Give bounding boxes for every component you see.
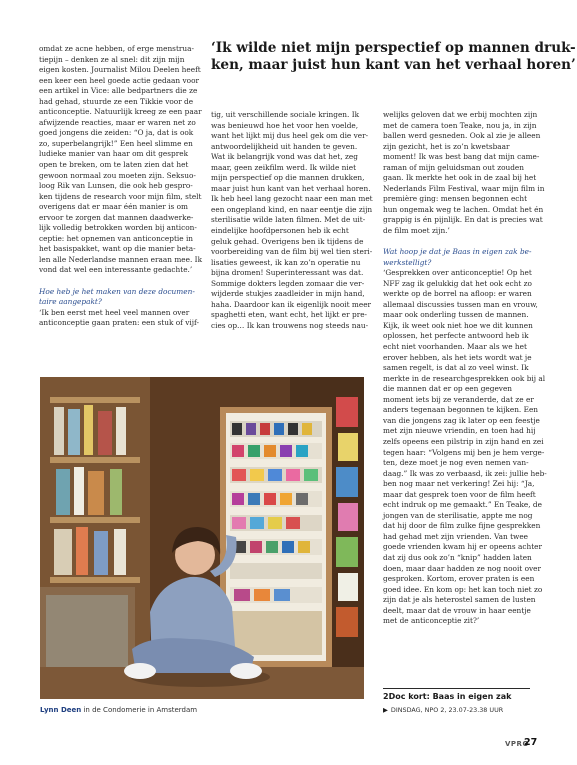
body-line: ken tijdens de research voor mijn film, stelt <box>39 191 202 201</box>
body-line: geluk gehad. Overigens ben ik tijdens de <box>211 236 364 246</box>
body-line: ludieke manier van haar om dit gesprek <box>39 149 189 159</box>
body-line: ben nog maar net verkering! Zei hij: “Ja, <box>383 479 535 489</box>
body-line: grappig is én pijnlijk. En dat is precies wat <box>383 215 543 225</box>
body-line: sterilisatie wilde laten filmen. Met de uit- <box>211 215 366 225</box>
body-line <box>383 237 553 248</box>
body-line: een ongepland kind, en naar eentje die zijn <box>211 204 373 214</box>
body-line: deelt, maar dat de vrouw in haar eentje <box>383 605 531 615</box>
info-box-title: 2Doc kort: Baas in eigen zak <box>383 692 512 701</box>
body-line: maar ook onderling tussen de mannen. <box>383 310 529 320</box>
body-line: gaan. Ik merkte het ook in de zaal bij het <box>383 173 537 183</box>
body-line: vond dat wel een interessante gedachte.’ <box>39 265 193 275</box>
body-line: wijderde stukjes zaadleider in mijn hand, <box>211 289 365 299</box>
body-line: ervoor te zorgen dat mannen daadwerke- <box>39 212 194 222</box>
body-line: overigens dat er maar één manier is om <box>39 202 188 212</box>
body-line: daag.” Ik was zo verbaasd, ik zei: jullie heb- <box>383 468 547 478</box>
photo-illustration <box>40 377 364 699</box>
body-line: loog Rik van Lunsen, die ook heb gespro- <box>39 181 193 191</box>
body-line: ten, deze moet je nog even nemen van- <box>383 458 529 468</box>
body-line: jongen van de sterilisatie, appte me nog <box>383 510 533 520</box>
article-column-2 <box>211 110 379 331</box>
body-line: was benieuwd hoe het voor hen voelde, <box>211 120 359 130</box>
body-line: tig, uit verschillende sociale kringen. Ik <box>211 110 360 119</box>
body-line: ‘Ik ben eerst met heel veel mannen over <box>39 307 190 317</box>
body-line: ballen werd gesneden. Ook al zie je alleen <box>383 131 541 141</box>
body-line: spaghetti eten, want echt, het lijkt er pre- <box>211 310 368 320</box>
body-line: goede vrienden kwam hij er opeens achter <box>383 542 543 552</box>
question-line: werkstelligt? <box>383 257 432 267</box>
pull-quote-line-2: ken, maar juist hun kant van het verhaal horen’ <box>211 56 576 73</box>
body-line: goed jongens die zeiden: “O ja, dat is ook <box>39 128 194 138</box>
body-line: len alle Nederlandse mannen eraan mee. Ik <box>39 254 203 264</box>
pull-quote <box>211 40 576 73</box>
body-line: mijn perspectief op die mannen drukken, <box>211 173 365 183</box>
body-line: zelfs opeens een pilstrip in zijn hand en zei <box>383 436 544 446</box>
body-line: maar dat gesprek toen voor de film heeft <box>383 489 536 499</box>
body-line: open te breken, om te laten zien dat het <box>39 160 189 170</box>
body-line: ‘Gesprekken over anticonceptie! Op het <box>383 268 532 278</box>
body-line: erover hebben, als het iets wordt wat je <box>383 352 532 362</box>
play-triangle-icon: ▶ <box>383 706 388 714</box>
page-number: 27 <box>524 737 538 748</box>
body-line <box>39 276 209 287</box>
body-line: met de camera toen Teake, nou ja, in zijn <box>383 120 537 130</box>
body-line: moment! Ik was best bang dat mijn came- <box>383 152 540 162</box>
body-line: een keer een heel goede actie gedaan voor <box>39 75 199 85</box>
body-line: eigen kosten. Journalist Milou Deelen heeft <box>39 65 201 75</box>
body-line: echt indruk op me gemaakt.” En Teake, de <box>383 500 542 510</box>
body-line: afwijzende reacties, maar er waren net zo <box>39 117 196 127</box>
body-line: goed idee. En kom op: het kan toch niet zo <box>383 584 543 594</box>
article-column-3 <box>383 110 553 627</box>
photo-caption <box>40 706 197 714</box>
body-line: lijk volledig betrokken worden bij anticon- <box>39 223 197 233</box>
body-line: voorbereiding van de film bij wel tien steri- <box>211 247 373 257</box>
body-line: allemaal discussies tussen man en vrouw, <box>383 299 538 309</box>
body-line: gewoon normaal zou moeten zijn. Seksuo- <box>39 170 196 180</box>
body-line: Sommige dokters legden zomaar die ver- <box>211 278 365 288</box>
photo-condom-shop <box>40 377 364 699</box>
body-line: had gehad met zijn vrienden. Van twee <box>383 531 529 541</box>
info-box-schedule <box>383 706 503 714</box>
body-line: antwoordelijkheid uit handen te geven. <box>211 141 358 151</box>
body-line: maar, geen zeikfilm werd. Ik wilde niet <box>211 162 357 172</box>
body-line: lisaties geweest, ik kan zo’n operatie nu <box>211 257 361 267</box>
body-line: dat zij dus ook zo’n “knip” hadden laten <box>383 552 532 562</box>
body-line: want het lijkt mij dus heel gek om die ver- <box>211 131 369 141</box>
body-line: bijna dromen! Superinteressant was dat. <box>211 268 364 278</box>
footer-logo: VPRO <box>505 740 529 748</box>
body-line: Wat ik belangrijk vond was dat het, zeg <box>211 152 358 162</box>
body-line: zijn gezicht, het is zo’n kwetsbaar <box>383 141 510 151</box>
body-line: oplossen, het perfecte antwoord heb ik <box>383 331 529 341</box>
article-column-1 <box>39 44 209 329</box>
caption-text: in de Condomerie in Amsterdam <box>81 706 198 714</box>
question-line: Wat hoop je dat je Baas in eigen zak be- <box>383 247 532 257</box>
body-line: hun ongemak weg te lachen. Omdat het én <box>383 204 544 214</box>
body-line: een artikel in Vice: alle bedpartners die ze <box>39 86 198 96</box>
body-line: echt niet voorhanden. Maar als we het <box>383 342 527 352</box>
body-line: dat hij door de film zulke fijne gesprekken <box>383 521 541 531</box>
question-line: Hoe heb je het maken van deze documen- <box>39 286 195 296</box>
body-line: Kijk, ik weet ook niet hoe we dit kunnen <box>383 320 533 330</box>
body-line: eindelijke hoofdpersonen heb ik echt <box>211 226 349 236</box>
body-line: zijn dat je als heterostel samen de lusten <box>383 595 536 605</box>
body-line: anders tegenaan begonnen te kijken. Een <box>383 405 539 415</box>
question-line: taire aangepakt? <box>39 297 102 307</box>
body-line: anticonceptie gaan praten: een stuk of vijf- <box>39 318 199 328</box>
body-line: met zijn nieuwe vriendin, en toen had hij <box>383 426 536 436</box>
body-line: gesproken. Kortom, erover praten is een <box>383 574 535 584</box>
body-line: van die jongens zag ik later op een feestje <box>383 415 540 425</box>
body-line: welijks geloven dat we erbij mochten zijn <box>383 110 538 119</box>
body-line: die mannen dat er op een gegeven <box>383 384 513 394</box>
body-line: NFF zag ik gelukkig dat het ook echt zo <box>383 278 532 288</box>
body-line: Ik heb heel lang gezocht naar een man met <box>211 194 373 204</box>
body-line: het basispakket, want op die manier beta- <box>39 244 196 254</box>
body-line: zo, superbelangrijk!” Een heel slimme en <box>39 138 193 148</box>
body-line: maar juist hun kant van het verhaal horen. <box>211 183 371 193</box>
body-line: werkte op de borrel na afloop: er waren <box>383 289 532 299</box>
body-line: tiepijn – denken ze al snel: dit zijn mijn <box>39 54 185 64</box>
body-line: Nederlands Film Festival, waar mijn film in <box>383 183 545 193</box>
info-box-rule <box>383 688 530 689</box>
body-line: de film moet zijn.’ <box>383 226 450 236</box>
body-line: haha. Daardoor kan ik eigenlijk nooit meer <box>211 299 372 309</box>
body-line: met de anticonceptie zit?’ <box>383 616 480 626</box>
body-line: ceptie: het opnemen van anticonceptie in <box>39 233 194 243</box>
caption-name: Lynn Deen <box>40 706 82 714</box>
body-line: moment iets bij ze veranderde, dat ze er <box>383 394 534 404</box>
body-line: omdat ze acne hebben, of erge menstrua- <box>39 44 194 53</box>
body-line: tegen haar: “Volgens mij ben je hem verge- <box>383 447 545 457</box>
body-line: merkte in de researchgesprekken ook bij al <box>383 373 546 383</box>
body-line: doen, maar daar hadden ze nog nooit over <box>383 563 542 573</box>
body-line: cies op… Ik kan trouwens nog steeds nau- <box>211 320 369 330</box>
body-line: première ging: mensen begonnen echt <box>383 194 528 204</box>
body-line: raman of mijn geluidsman out zouden <box>383 162 525 172</box>
schedule-text: DINSDAG, NPO 2, 23.07-23.38 UUR <box>390 706 504 714</box>
body-line: had gehad, stuurde ze een Tikkie voor de <box>39 96 194 106</box>
body-line: samen regelt, is dat al zo veel winst. Ik <box>383 363 529 373</box>
body-line: anticonceptie. Natuurlijk kreeg ze een paar <box>39 107 202 117</box>
pull-quote-line-1: ‘Ik wilde niet mijn perspectief op mannen druk- <box>211 40 576 56</box>
